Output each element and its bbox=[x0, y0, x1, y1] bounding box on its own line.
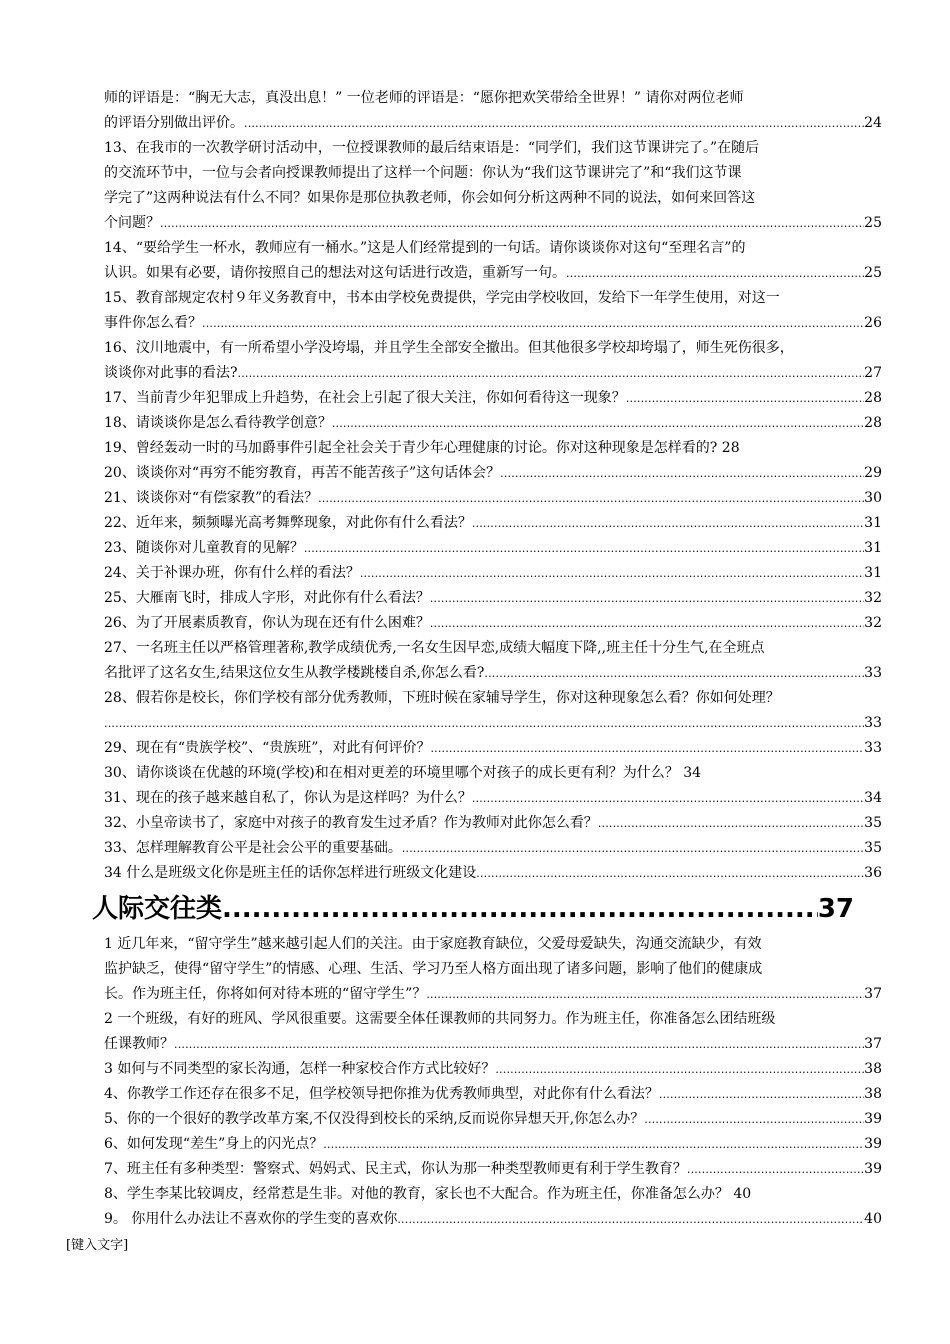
toc-entry-line bbox=[104, 486, 882, 511]
toc-page-number: 37 bbox=[864, 986, 882, 1002]
toc-entry-line bbox=[104, 1207, 882, 1232]
toc-entry-line bbox=[104, 861, 882, 886]
toc-entry-line bbox=[104, 1132, 882, 1157]
toc-entry-line bbox=[104, 586, 882, 611]
toc-entry[interactable] bbox=[104, 611, 882, 636]
toc-entry[interactable] bbox=[104, 1157, 882, 1182]
toc-page-number: 33 bbox=[864, 665, 882, 681]
toc-entry-text: 名批评了这名女生,结果这位女生从教学楼跳楼自杀,你怎么看? bbox=[104, 665, 485, 681]
toc-entry-line bbox=[104, 1057, 882, 1082]
toc-entry[interactable] bbox=[104, 411, 882, 436]
toc-page-number: 31 bbox=[864, 540, 882, 556]
toc-page-number: 40 bbox=[864, 1211, 882, 1227]
toc-list-interpersonal bbox=[104, 932, 882, 1232]
toc-entry-line bbox=[104, 1082, 882, 1107]
toc-page-number: 32 bbox=[864, 615, 882, 631]
toc-dot-leader bbox=[160, 211, 864, 236]
toc-dot-leader bbox=[626, 386, 864, 411]
toc-dot-leader bbox=[397, 1207, 864, 1232]
toc-page-number: 33 bbox=[864, 740, 882, 756]
toc-entry-text: 3 如何与不同类型的家长沟通，怎样一种家校合作方式比较好？ bbox=[104, 1061, 496, 1077]
toc-entry-text: 认识。如果有必要，请你按照自己的想法对这句话进行改造，重新写一句。 bbox=[104, 265, 566, 281]
toc-entry-line bbox=[104, 386, 882, 411]
toc-page-number: 34 bbox=[683, 765, 702, 781]
toc-entry-text: 15、教育部规定农村９年义务教育中，书本由学校免费提供，学完由学校收回，发给下一年学生使用，对这一 bbox=[104, 290, 780, 306]
toc-entry-text: 任课教师？ bbox=[104, 1036, 174, 1052]
toc-page-number: 34 bbox=[864, 790, 882, 806]
toc-dot-leader bbox=[318, 486, 864, 511]
toc-entry-line bbox=[104, 361, 882, 386]
toc-entry-text: 20、谈谈你对“再穷不能穷教育，再苦不能苦孩子”这句话体会？ bbox=[104, 465, 501, 481]
toc-page-number: 25 bbox=[864, 265, 882, 281]
toc-entry-line bbox=[104, 957, 882, 982]
toc-section-heading[interactable] bbox=[92, 890, 854, 928]
toc-entry[interactable] bbox=[104, 561, 882, 586]
toc-entry-text: 32、小皇帝读书了，家庭中对孩子的教育发生过矛盾？作为教师对此你怎么看？ bbox=[104, 815, 598, 831]
toc-entry-text: 31、现在的孩子越来越自私了，你认为是这样吗？为什么？ bbox=[104, 790, 472, 806]
toc-entry[interactable] bbox=[104, 836, 882, 861]
footer-placeholder: [键入文字] bbox=[66, 1238, 129, 1253]
toc-entry-text: 16、汶川地震中，有一所希望小学没垮塌，并且学生全部安全撤出。但其他很多学校却垮塌了，师生死伤很多， bbox=[104, 340, 794, 356]
toc-entry[interactable] bbox=[104, 761, 882, 786]
toc-entry[interactable] bbox=[104, 236, 882, 286]
toc-page-number: 37 bbox=[864, 1036, 882, 1052]
toc-entry-line bbox=[104, 261, 882, 286]
toc-entry-line bbox=[104, 161, 882, 186]
toc-entry[interactable] bbox=[104, 636, 882, 686]
toc-entry-text: 29、现在有“贵族学校”、“贵族班”，对此有何评价？ bbox=[104, 740, 431, 756]
toc-entry[interactable] bbox=[104, 861, 882, 886]
toc-entry-text: 8、学生李某比较调皮，经常惹是生非。对他的教育，家长也不大配合。作为班主任，你准备怎么办？ bbox=[104, 1186, 729, 1202]
toc-page-number: 27 bbox=[864, 365, 882, 381]
toc-dot-leader bbox=[402, 836, 864, 861]
toc-entry-line bbox=[104, 1182, 882, 1207]
toc-dot-leader bbox=[644, 1107, 864, 1132]
toc-entry-line bbox=[104, 336, 882, 361]
section-page-number: 37 bbox=[817, 894, 854, 924]
toc-entry-line bbox=[104, 411, 882, 436]
toc-dot-leader bbox=[687, 1157, 864, 1182]
toc-entry-text: 1 近几年来，“留守学生”越来越引起人们的关注。由于家庭教育缺位，父爱母爱缺失，沟通交流缺少，有效 bbox=[104, 936, 762, 952]
toc-entry-line bbox=[104, 186, 882, 211]
toc-entry-text: 的评语分别做出评价。 bbox=[104, 115, 244, 131]
toc-entry-line bbox=[104, 536, 882, 561]
toc-page-number: 31 bbox=[864, 565, 882, 581]
toc-page-number: 38 bbox=[864, 1086, 882, 1102]
toc-entry-text: 个问题？ bbox=[104, 215, 160, 231]
toc-entry-line bbox=[104, 136, 882, 161]
toc-entry[interactable] bbox=[104, 932, 882, 1007]
toc-page-number: 38 bbox=[864, 1061, 882, 1077]
toc-entry[interactable] bbox=[104, 336, 882, 386]
toc-entry-text: 34 什么是班级文化你是班主任的话你怎样进行班级文化建设 bbox=[104, 865, 477, 881]
toc-entry-line bbox=[104, 211, 882, 236]
toc-entry-text: 9。 你用什么办法让不喜欢你的学生变的喜欢你 bbox=[104, 1211, 398, 1227]
toc-entry-text: 30、请你谈谈在优越的环境(学校)和在相对更差的环境里哪个对孩子的成长更有利？为什么？ bbox=[104, 765, 679, 781]
toc-page-number: 29 bbox=[864, 465, 882, 481]
toc-entry-text: 事件你怎么看？ bbox=[104, 315, 202, 331]
toc-list-education bbox=[104, 86, 882, 886]
toc-entry-line bbox=[104, 461, 882, 486]
toc-page-number: 28 bbox=[864, 415, 882, 431]
toc-entry-line bbox=[104, 1032, 882, 1057]
toc-entry-text: 21、谈谈你对“有偿家教”的看法？ bbox=[104, 490, 319, 506]
toc-entry-line bbox=[104, 561, 882, 586]
toc-dot-leader bbox=[484, 661, 864, 686]
toc-entry-text: 24、关于补课办班，你有什么样的看法？ bbox=[104, 565, 360, 581]
toc-entry-text: 7、班主任有多种类型：警察式、妈妈式、民主式，你认为那一种类型教师更有利于学生教育？ bbox=[104, 1161, 687, 1177]
toc-page-number: 36 bbox=[864, 865, 882, 881]
toc-entry-line bbox=[104, 1157, 882, 1182]
toc-entry-line bbox=[104, 661, 882, 686]
toc-entry-text: 4、你教学工作还存在很多不足，但学校领导把你推为优秀教师典型，对此你有什么看法？ bbox=[104, 1086, 659, 1102]
toc-entry-text: 19、曾经轰动一时的马加爵事件引起全社会关于青少年心理健康的讨论。你对这种现象是怎样看的? bbox=[104, 440, 718, 456]
toc-entry-line bbox=[104, 311, 882, 336]
toc-page-number: 35 bbox=[864, 840, 882, 856]
toc-page-number: 31 bbox=[864, 515, 882, 531]
toc-entry-text: 谈谈你对此事的看法? bbox=[104, 365, 238, 381]
toc-dot-leader bbox=[360, 561, 864, 586]
toc-page-number: 39 bbox=[864, 1111, 882, 1127]
toc-entry-text: 27、一名班主任以严格管理著称,教学成绩优秀,一名女生因早恋,成绩大幅度下降,,班主任十分生气,在全班点 bbox=[104, 640, 765, 656]
toc-dot-leader bbox=[430, 611, 864, 636]
toc-entry[interactable] bbox=[104, 586, 882, 611]
toc-entry-text: 师的评语是：“胸无大志，真没出息！” 一位老师的评语是：“愿你把欢笑带给全世界！” 请你对两位老师 bbox=[104, 90, 744, 106]
toc-entry-line bbox=[104, 686, 882, 711]
section-title: 人际交往类 bbox=[92, 894, 223, 924]
toc-entry[interactable] bbox=[104, 511, 882, 536]
toc-page-number: 26 bbox=[864, 315, 882, 331]
toc-entry-text: 2 一个班级，有好的班风、学风很重要。这需要全体任课教师的共同努力。作为班主任，你准备怎么团结班级 bbox=[104, 1011, 776, 1027]
toc-entry[interactable] bbox=[104, 1182, 882, 1207]
toc-entry[interactable] bbox=[104, 1057, 882, 1082]
toc-entry-line bbox=[104, 1007, 882, 1032]
toc-page-number: 35 bbox=[864, 815, 882, 831]
toc-entry-text: 长。作为班主任，你将如何对待本班的“留守学生”？ bbox=[104, 986, 427, 1002]
toc-entry-text: 26、为了开展素质教育，你认为现在还有什么困难？ bbox=[104, 615, 430, 631]
toc-entry-text: 17、当前青少年犯罪成上升趋势，在社会上引起了很大关注，你如何看待这一现象？ bbox=[104, 390, 626, 406]
toc-dot-leader bbox=[598, 811, 864, 836]
toc-dot-leader bbox=[566, 261, 864, 286]
toc-entry-line bbox=[104, 286, 882, 311]
toc-entry[interactable] bbox=[104, 1207, 882, 1232]
toc-entry-line bbox=[104, 511, 882, 536]
toc-entry[interactable] bbox=[104, 1107, 882, 1132]
toc-dot-leader bbox=[430, 586, 864, 611]
toc-page-number: 28 bbox=[864, 390, 882, 406]
toc-dot-leader bbox=[244, 111, 864, 136]
toc-page-number: 30 bbox=[864, 490, 882, 506]
toc-page-number: 39 bbox=[864, 1161, 882, 1177]
toc-dot-leader bbox=[332, 411, 864, 436]
section-leader bbox=[222, 890, 818, 928]
toc-entry-text: 监护缺乏，使得“留守学生”的情感、心理、生活、学习乃至人格方面出现了诸多问题，影响了他们的健康成 bbox=[104, 961, 763, 977]
toc-entry[interactable] bbox=[104, 686, 882, 736]
toc-entry[interactable] bbox=[104, 736, 882, 761]
toc-entry[interactable] bbox=[104, 1132, 882, 1157]
toc-entry-line bbox=[104, 436, 882, 461]
toc-entry-text: 6、如何发现“差生”身上的闪光点？ bbox=[104, 1136, 324, 1152]
toc-page-number: 25 bbox=[864, 215, 882, 231]
toc-page-number: 39 bbox=[864, 1136, 882, 1152]
toc-entry-text: 的交流环节中，一位与会者向授课教师提出了这样一个问题：你认为“我们这节课讲完了”和“我们这节课 bbox=[104, 165, 742, 181]
toc-dot-leader bbox=[426, 982, 864, 1007]
toc-entry[interactable] bbox=[104, 386, 882, 411]
toc-dot-leader bbox=[304, 536, 864, 561]
toc-entry[interactable] bbox=[104, 136, 882, 236]
toc-entry-text: 18、请谈谈你是怎么看待教学创意？ bbox=[104, 415, 332, 431]
spacer bbox=[740, 436, 882, 461]
toc-page-number: 28 bbox=[721, 440, 740, 456]
toc-entry-line bbox=[104, 932, 882, 957]
toc-entry-line bbox=[104, 611, 882, 636]
toc-dot-leader bbox=[500, 461, 864, 486]
toc-page-number: 40 bbox=[733, 1186, 752, 1202]
toc-entry[interactable] bbox=[104, 486, 882, 511]
toc-entry-text: 28、假若你是校长，你们学校有部分优秀教师，下班时候在家辅导学生，你对这种现象怎么看？你如何处理？ bbox=[104, 690, 780, 706]
toc-entry-text: 13、在我市的一次教学研讨活动中，一位授课教师的最后结束语是：“同学们，我们这节课讲完了。”在随后 bbox=[104, 140, 760, 156]
spacer bbox=[701, 761, 882, 786]
toc-dot-leader bbox=[323, 1132, 864, 1157]
toc-entry-text: 33、怎样理解教育公平是社会公平的重要基础。 bbox=[104, 840, 402, 856]
toc-entry-text: 22、近年来，频频曝光高考舞弊现象，对此你有什么看法？ bbox=[104, 515, 472, 531]
toc-dot-leader bbox=[476, 861, 864, 886]
toc-entry-text: 5、你的一个很好的教学改革方案,不仅没得到校长的采纳,反而说你异想天开,你怎么办？ bbox=[104, 1111, 645, 1127]
toc-dot-leader bbox=[472, 786, 864, 811]
toc-dot-leader bbox=[174, 1032, 864, 1057]
toc-entry-line bbox=[104, 761, 882, 786]
toc-entry-text: 学完了”这两种说法有什么不同？如果你是那位执教老师，你会如何分析这两种不同的说法，如何来回答这 bbox=[104, 190, 756, 206]
toc-entry[interactable] bbox=[104, 1007, 882, 1057]
toc-entry[interactable] bbox=[104, 286, 882, 336]
toc-entry-text: 14、“要给学生一杯水，教师应有一桶水。”这是人们经常提到的一句话。请你谈谈你对这句“至理名言”的 bbox=[104, 240, 746, 256]
toc-dot-leader bbox=[104, 711, 864, 736]
toc-entry-line bbox=[104, 86, 882, 111]
toc-page-number: 33 bbox=[864, 715, 882, 731]
toc-entry-line bbox=[104, 236, 882, 261]
toc-entry-line bbox=[104, 811, 882, 836]
toc-entry-line bbox=[104, 111, 882, 136]
toc-entry-line bbox=[104, 836, 882, 861]
toc-dot-leader bbox=[202, 311, 864, 336]
toc-entry-text: 23、随谈你对儿童教育的见解？ bbox=[104, 540, 304, 556]
toc-page-number: 32 bbox=[864, 590, 882, 606]
toc-entry-text: 25、大雁南飞时，排成人字形，对此你有什么看法？ bbox=[104, 590, 430, 606]
toc-entry[interactable] bbox=[104, 86, 882, 136]
toc-entry[interactable] bbox=[104, 536, 882, 561]
toc-entry-line bbox=[104, 1107, 882, 1132]
toc-dot-leader bbox=[238, 361, 865, 386]
toc-dot-leader bbox=[472, 511, 864, 536]
toc-entry[interactable] bbox=[104, 436, 882, 461]
toc-entry-line bbox=[104, 982, 882, 1007]
toc-page-number: 24 bbox=[864, 115, 882, 131]
toc-dot-leader bbox=[430, 736, 864, 761]
toc-entry[interactable] bbox=[104, 811, 882, 836]
spacer bbox=[751, 1182, 882, 1207]
toc-entry[interactable] bbox=[104, 461, 882, 486]
toc-entry-line bbox=[104, 636, 882, 661]
toc-entry-line bbox=[104, 711, 882, 736]
toc-dot-leader bbox=[495, 1057, 864, 1082]
toc-entry-line bbox=[104, 736, 882, 761]
toc-entry-line bbox=[104, 786, 882, 811]
toc-entry[interactable] bbox=[104, 786, 882, 811]
table-of-contents bbox=[92, 86, 882, 1232]
toc-entry[interactable] bbox=[104, 1082, 882, 1107]
toc-dot-leader bbox=[659, 1082, 864, 1107]
